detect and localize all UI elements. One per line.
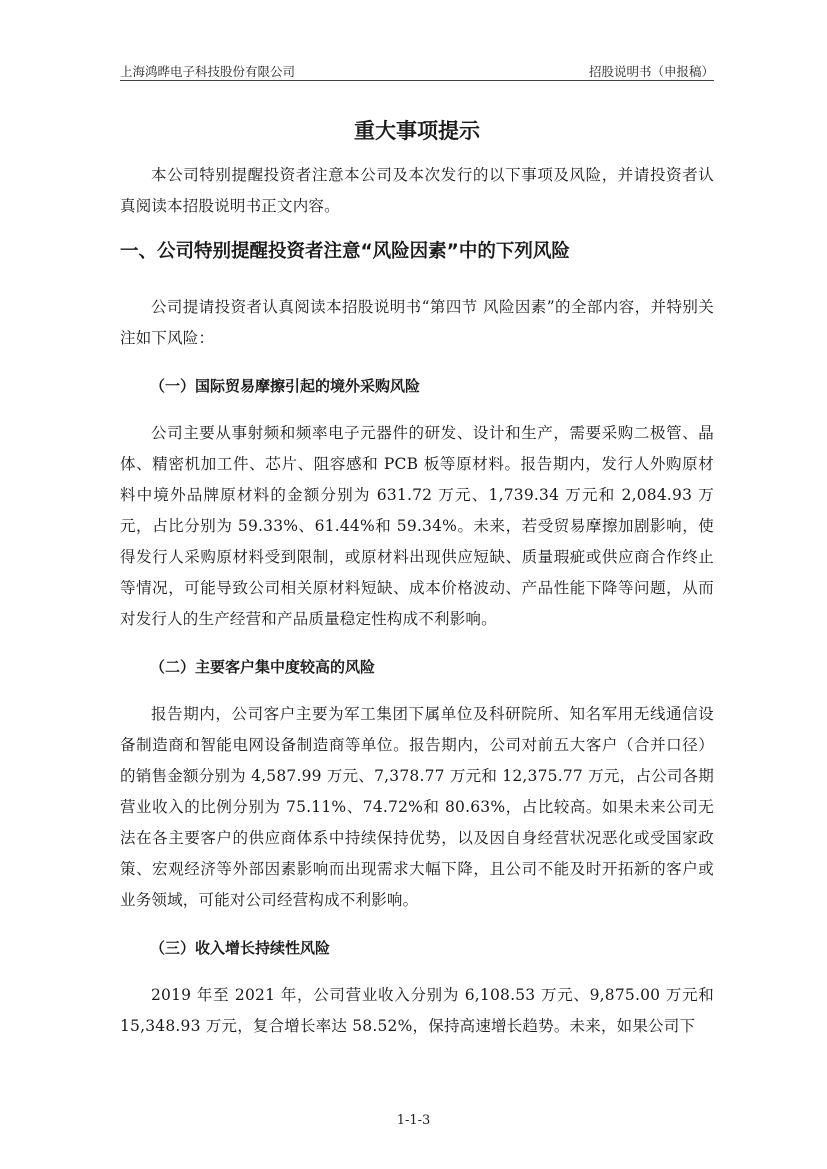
risk-body-2: 报告期内，公司客户主要为军工集团下属单位及科研院所、知名军用无线通信设备制造商和智能电网设备制造商等单位。报告期内，公司对前五大客户（合并口径）的销售金额分别为 4,587.99 万元、7,378.77 万元和 12,375.77 万元，占公司各期营业收入的比例分别为 75.11%、74.72%和 80.63%，占比较高。如果未来公司无法在各主要客户的供应商体系中持续保持优势，以及因自身经营状况恶化或受国家政策、宏观经济等外部因素影响而出现需求大幅下降，且公司不能及时开拓新的客户或业务领域，可能对公司经营构成不利影响。 bbox=[120, 705, 714, 909]
risk-body-1: 公司主要从事射频和频率电子元器件的研发、设计和生产，需要采购二极管、晶体、精密机加工件、芯片、阻容感和 PCB 板等原材料。报告期内，发行人外购原材料中境外品牌原材料的金额分别为 631.72 万元、1,739.34 万元和 2,084.93 万元，占比分别为 59.33%、61.44%和 59.34%。未来，若受贸易摩擦加剧影响，使得发行人采购原材料受到限制，或原材料出现供应短缺、质量瑕疵或供应商合作终止等情况，可能导致公司相关原材料短缺、成本价格波动、产品性能下降等问题，从而对发行人的生产经营和产品质量稳定性构成不利影响。 bbox=[120, 424, 714, 628]
section-lead-paragraph: 公司提请投资者认真阅读本招股说明书“第四节 风险因素”的全部内容，并特别关注如下风险： bbox=[120, 298, 714, 347]
header-company: 上海鸿晔电子科技股份有限公司 bbox=[120, 64, 296, 79]
risk-heading-3: （三）收入增长持续性风险 bbox=[150, 939, 331, 957]
risk-body-3: 2019 年至 2021 年，公司营业收入分别为 6,108.53 万元、9,875.00 万元和 15,348.93 万元，复合增长率达 58.52%，保持高速增长趋势。未来，如果公司下 bbox=[120, 986, 714, 1035]
page-title: 重大事项提示 bbox=[354, 119, 480, 143]
intro-paragraph: 本公司特别提醒投资者注意本公司及本次发行的以下事项及风险，并请投资者认真阅读本招股说明书正文内容。 bbox=[120, 166, 714, 215]
risk-heading-1: （一）国际贸易摩擦引起的境外采购风险 bbox=[150, 377, 421, 395]
section-heading: 一、公司特别提醒投资者注意“风险因素”中的下列风险 bbox=[120, 241, 570, 262]
header-divider bbox=[120, 80, 714, 81]
header-doc-type: 招股说明书（申报稿） bbox=[588, 64, 714, 79]
page-header bbox=[120, 58, 714, 80]
page-number: 1-1-3 bbox=[396, 1113, 431, 1128]
risk-heading-2: （二）主要客户集中度较高的风险 bbox=[150, 658, 376, 676]
document-body bbox=[120, 112, 714, 1042]
